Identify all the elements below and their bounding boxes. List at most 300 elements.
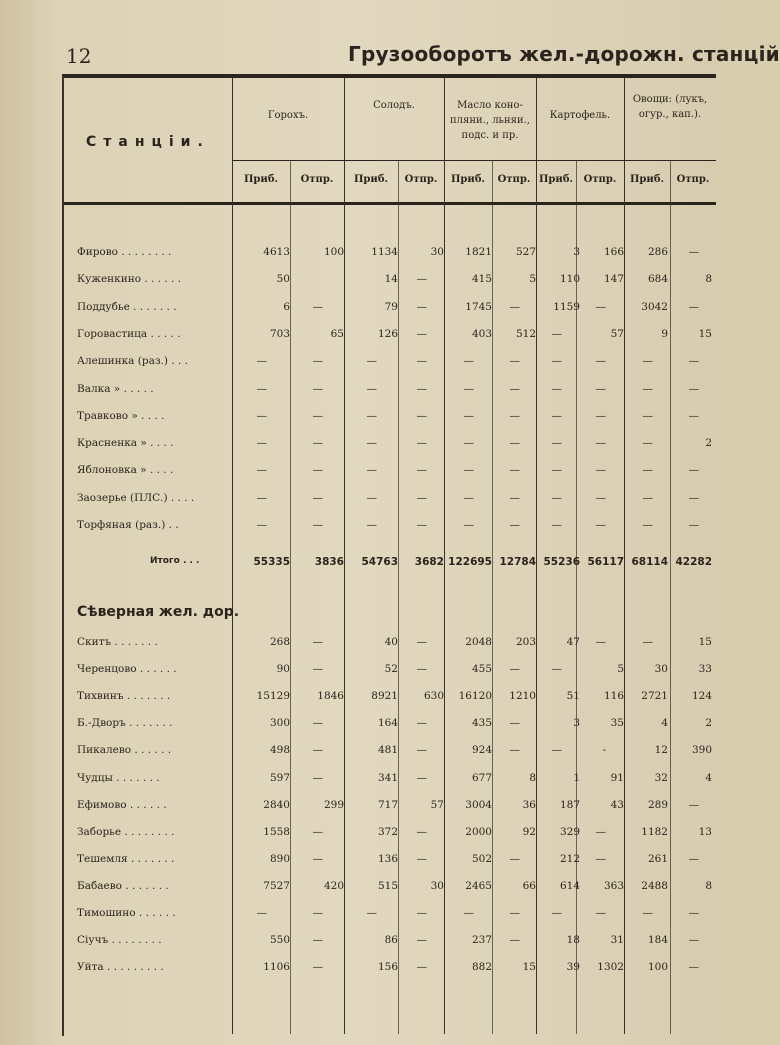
table-cell: 237 xyxy=(471,934,492,947)
table-cell: — xyxy=(642,437,653,450)
table-cell: 2 xyxy=(705,717,712,730)
table-cell: — xyxy=(688,519,699,531)
table-cell: — xyxy=(312,437,323,450)
table-cell: — xyxy=(595,409,606,422)
table-cell: 372 xyxy=(377,825,398,838)
table-row xyxy=(0,636,716,662)
table-cell: 1558 xyxy=(263,825,290,838)
table-cell: — xyxy=(256,907,267,919)
table-cell: 1159 xyxy=(553,300,580,313)
table-cell: 924 xyxy=(471,744,492,757)
table-cell: — xyxy=(509,852,520,865)
station-name: Заозерье (ПЛС.) . . . . xyxy=(77,491,195,504)
station-name: Черенцово . . . . . . xyxy=(77,663,177,676)
table-cell: — xyxy=(312,825,323,838)
table-cell: 14 xyxy=(384,273,398,286)
table-cell: 92 xyxy=(522,825,536,838)
table-cell: — xyxy=(509,491,520,504)
table-cell: — xyxy=(366,355,377,368)
table-cell: — xyxy=(509,717,520,730)
table-cell: 455 xyxy=(471,663,492,676)
station-name: Валка » . . . . . xyxy=(77,382,154,395)
table-cell: — xyxy=(366,464,377,477)
table-cell: — xyxy=(463,491,474,504)
table-cell: — xyxy=(509,382,520,395)
table-cell: 8 xyxy=(529,771,536,784)
table-row xyxy=(0,880,716,906)
table-cell: — xyxy=(312,519,323,531)
stations-header: Станціи. xyxy=(86,134,210,150)
table-cell: 3004 xyxy=(465,798,492,811)
table-cell: — xyxy=(463,437,474,450)
table-cell: 47 xyxy=(566,636,580,648)
table-cell: — xyxy=(551,907,562,919)
table-cell: — xyxy=(416,409,427,422)
table-row xyxy=(0,826,716,852)
table-cell: 35 xyxy=(610,717,624,730)
table-cell: 3682 xyxy=(414,556,444,568)
table-cell: 2840 xyxy=(263,798,290,811)
page-number: 12 xyxy=(66,44,92,68)
table-cell: 415 xyxy=(471,273,492,286)
table-cell: — xyxy=(688,907,699,919)
table-cell: — xyxy=(416,636,427,648)
table-cell: 1182 xyxy=(641,825,668,838)
table-cell: 100 xyxy=(323,246,344,258)
table-cell: 8 xyxy=(705,273,712,286)
sub-header: Отпр. xyxy=(676,174,710,185)
table-cell: — xyxy=(312,300,323,313)
table-cell: 286 xyxy=(647,246,668,258)
table-cell: 2465 xyxy=(465,879,492,892)
table-cell: — xyxy=(595,825,606,838)
table-cell: — xyxy=(509,934,520,947)
table-cell: 57 xyxy=(610,327,624,340)
table-cell: 147 xyxy=(603,273,624,286)
table-cell: 5 xyxy=(617,663,624,676)
table-cell: — xyxy=(551,327,562,340)
table-cell: — xyxy=(509,663,520,676)
table-cell: — xyxy=(312,907,323,919)
table-cell: — xyxy=(312,464,323,477)
table-cell: — xyxy=(416,907,427,919)
table-cell: 68114 xyxy=(631,556,668,568)
table-cell: — xyxy=(509,464,520,477)
table-cell: 2048 xyxy=(465,636,492,648)
table-cell: 717 xyxy=(377,798,398,811)
table-cell: 42282 xyxy=(675,556,712,568)
table-cell: 1821 xyxy=(465,246,492,258)
table-cell: 124 xyxy=(691,690,712,703)
table-row xyxy=(0,246,716,272)
table-cell: 184 xyxy=(647,934,668,947)
table-cell: 481 xyxy=(377,744,398,757)
sub-header: Отпр. xyxy=(583,174,617,185)
table-cell: 136 xyxy=(377,852,398,865)
table-cell: 630 xyxy=(423,690,444,703)
table-row xyxy=(0,556,716,582)
table-row xyxy=(0,437,716,463)
table-cell: 502 xyxy=(471,852,492,865)
station-name: Чудцы . . . . . . . xyxy=(77,771,160,784)
station-name: Уйта . . . . . . . . . xyxy=(77,961,164,974)
table-cell: — xyxy=(509,519,520,531)
table-cell: 13 xyxy=(698,825,712,838)
table-cell: 187 xyxy=(559,798,580,811)
table-cell: 51 xyxy=(566,690,580,703)
table-cell: 515 xyxy=(377,879,398,892)
table-cell: 15 xyxy=(522,961,536,974)
sub-header: Отпр. xyxy=(300,174,334,185)
table-cell: — xyxy=(366,409,377,422)
table-cell: — xyxy=(416,825,427,838)
table-cell: 1 xyxy=(573,771,580,784)
table-cell: 341 xyxy=(377,771,398,784)
station-name: Итого . . . xyxy=(150,556,200,566)
table-cell: 684 xyxy=(647,273,668,286)
table-cell: — xyxy=(256,464,267,477)
table-cell: 116 xyxy=(603,690,624,703)
table-cell: — xyxy=(509,409,520,422)
column-header: Горохъ. xyxy=(267,110,309,121)
table-cell: 329 xyxy=(559,825,580,838)
table-cell: 18 xyxy=(566,934,580,947)
table-cell: 31 xyxy=(610,934,624,947)
station-name: Красненка » . . . . xyxy=(77,437,174,450)
table-cell: 435 xyxy=(471,717,492,730)
table-cell: — xyxy=(551,355,562,368)
table-cell: — xyxy=(256,519,267,531)
station-name: Куженкино . . . . . . xyxy=(77,273,182,286)
table-cell: 15 xyxy=(698,327,712,340)
table-cell: — xyxy=(463,382,474,395)
table-cell: 12 xyxy=(654,744,668,757)
table-cell: — xyxy=(509,744,520,757)
station-name: Заборье . . . . . . . . xyxy=(77,825,175,838)
table-cell: 15129 xyxy=(256,690,290,703)
table-cell: - xyxy=(602,744,606,757)
table-cell: — xyxy=(551,491,562,504)
table-cell: — xyxy=(256,437,267,450)
table-cell: 16120 xyxy=(458,690,492,703)
table-cell: 156 xyxy=(377,961,398,974)
table-cell: 3042 xyxy=(641,300,668,313)
table-cell: 54763 xyxy=(361,556,398,568)
table-cell: — xyxy=(416,961,427,974)
table-cell: — xyxy=(463,907,474,919)
table-cell: — xyxy=(416,744,427,757)
table-cell: — xyxy=(688,798,699,811)
table-cell: 527 xyxy=(515,246,536,258)
table-cell: 110 xyxy=(559,273,580,286)
table-cell: — xyxy=(416,437,427,450)
table-cell: 300 xyxy=(269,717,290,730)
station-name: Яблоновка » . . . . xyxy=(77,464,174,477)
table-cell: 1210 xyxy=(509,690,536,703)
table-row xyxy=(0,717,716,743)
table-cell: — xyxy=(595,907,606,919)
sub-header: Отпр. xyxy=(497,174,531,185)
table-cell: 261 xyxy=(647,852,668,865)
column-header: Масло коно-пляни., льняи., подс. и пр. xyxy=(450,100,530,141)
table-cell: — xyxy=(416,519,427,531)
table-cell: — xyxy=(595,636,606,648)
table-cell: — xyxy=(642,382,653,395)
table-cell: 9 xyxy=(661,327,668,340)
table-cell: 91 xyxy=(610,771,624,784)
table-cell: — xyxy=(463,355,474,368)
table-cell: — xyxy=(312,934,323,947)
table-cell: — xyxy=(642,907,653,919)
table-cell: — xyxy=(312,771,323,784)
table-cell: 56117 xyxy=(587,556,624,568)
table-cell: — xyxy=(595,852,606,865)
table-cell: — xyxy=(642,409,653,422)
page-title: Грузооборотъ жел.-дорожн. станцій xyxy=(348,42,780,66)
table-cell: 882 xyxy=(471,961,492,974)
table-cell: — xyxy=(312,409,323,422)
table-cell: — xyxy=(551,663,562,676)
table-cell: 4 xyxy=(705,771,712,784)
table-cell: 57 xyxy=(430,798,444,811)
table-cell: — xyxy=(463,464,474,477)
table-cell: 390 xyxy=(691,744,712,757)
table-cell: 203 xyxy=(515,636,536,648)
header-rule-bottom xyxy=(62,202,716,205)
table-row xyxy=(0,934,716,960)
table-row xyxy=(0,853,716,879)
table-cell: — xyxy=(416,327,427,340)
table-cell: — xyxy=(312,717,323,730)
table-cell: — xyxy=(312,491,323,504)
table-cell: 30 xyxy=(430,879,444,892)
table-cell: — xyxy=(366,437,377,450)
table-cell: — xyxy=(688,300,699,313)
table-cell: 2488 xyxy=(641,879,668,892)
station-name: Пикалево . . . . . . xyxy=(77,744,172,757)
table-row xyxy=(0,464,716,490)
table-cell: 498 xyxy=(269,744,290,757)
table-cell: — xyxy=(688,409,699,422)
table-cell: 33 xyxy=(698,663,712,676)
table-row xyxy=(0,410,716,436)
table-cell: — xyxy=(463,409,474,422)
table-cell: 614 xyxy=(559,879,580,892)
sub-header: Приб. xyxy=(538,174,573,185)
table-cell: 3 xyxy=(573,246,580,258)
table-cell: — xyxy=(366,491,377,504)
table-cell: — xyxy=(256,355,267,368)
table-cell: 12784 xyxy=(499,556,536,568)
table-cell: 2721 xyxy=(641,690,668,703)
table-cell: 403 xyxy=(471,327,492,340)
table-cell: — xyxy=(595,355,606,368)
table-cell: 126 xyxy=(377,327,398,340)
table-cell: — xyxy=(688,246,699,258)
table-row xyxy=(0,492,716,518)
station-name: Торфяная (раз.) . . xyxy=(77,519,179,531)
table-cell: 90 xyxy=(276,663,290,676)
table-row xyxy=(0,383,716,409)
table-cell: — xyxy=(551,382,562,395)
table-cell: — xyxy=(595,382,606,395)
table-cell: — xyxy=(256,409,267,422)
column-header: Солодъ. xyxy=(373,100,415,111)
table-cell: — xyxy=(416,464,427,477)
table-cell: 8921 xyxy=(371,690,398,703)
station-name: Бабаево . . . . . . . xyxy=(77,879,169,892)
table-cell: 52 xyxy=(384,663,398,676)
table-cell: — xyxy=(551,409,562,422)
station-name: Горовастица . . . . . xyxy=(77,327,181,340)
table-cell: — xyxy=(551,464,562,477)
station-name: Тешемля . . . . . . . xyxy=(77,852,175,865)
table-cell: 40 xyxy=(384,636,398,648)
table-cell: — xyxy=(688,382,699,395)
station-name: Сіучъ . . . . . . . . xyxy=(77,934,162,947)
table-row xyxy=(0,519,716,545)
sub-header: Приб. xyxy=(353,174,388,185)
table-cell: — xyxy=(312,744,323,757)
table-cell: 66 xyxy=(522,879,536,892)
table-cell: 5 xyxy=(529,273,536,286)
table-cell: 677 xyxy=(471,771,492,784)
table-cell: — xyxy=(416,273,427,286)
table-cell: 65 xyxy=(330,327,344,340)
section-title: Сѣверная жел. дор. xyxy=(77,604,240,620)
table-cell: — xyxy=(312,852,323,865)
table-cell: — xyxy=(642,491,653,504)
table-cell: 8 xyxy=(705,879,712,892)
table-cell: 30 xyxy=(654,663,668,676)
table-cell: — xyxy=(642,636,653,648)
table-cell: — xyxy=(312,355,323,368)
station-name: Фирово . . . . . . . . xyxy=(77,246,172,258)
table-cell: — xyxy=(312,663,323,676)
table-cell: 289 xyxy=(647,798,668,811)
table-cell: 122695 xyxy=(448,556,492,568)
table-cell: 212 xyxy=(559,852,580,865)
table-cell: 79 xyxy=(384,300,398,313)
table-cell: 55236 xyxy=(543,556,580,568)
station-name: Ефимово . . . . . . xyxy=(77,798,167,811)
sub-header: Отпр. xyxy=(404,174,438,185)
table-cell: — xyxy=(551,519,562,531)
table-cell: — xyxy=(312,382,323,395)
table-cell: 1302 xyxy=(597,961,624,974)
table-cell: — xyxy=(595,491,606,504)
table-cell: — xyxy=(688,934,699,947)
sub-header: Приб. xyxy=(450,174,485,185)
table-cell: — xyxy=(416,300,427,313)
station-name: Б.-Дворъ . . . . . . . xyxy=(77,717,173,730)
table-cell: 597 xyxy=(269,771,290,784)
table-cell: 1134 xyxy=(371,246,398,258)
table-cell: 55335 xyxy=(253,556,290,568)
table-cell: 420 xyxy=(323,879,344,892)
table-cell: — xyxy=(256,382,267,395)
table-cell: — xyxy=(595,300,606,313)
table-cell: — xyxy=(642,355,653,368)
sub-header: Приб. xyxy=(629,174,664,185)
table-cell: 1106 xyxy=(263,961,290,974)
table-cell: 363 xyxy=(603,879,624,892)
table-cell: 2 xyxy=(705,437,712,450)
table-cell: 512 xyxy=(515,327,536,340)
table-cell: 6 xyxy=(283,300,290,313)
table-cell: 32 xyxy=(654,771,668,784)
table-row xyxy=(0,744,716,770)
table-cell: — xyxy=(688,464,699,477)
table-cell: 50 xyxy=(276,273,290,286)
table-row xyxy=(0,961,716,987)
table-cell: 890 xyxy=(269,852,290,865)
table-cell: — xyxy=(416,717,427,730)
table-cell: — xyxy=(595,464,606,477)
table-cell: — xyxy=(256,491,267,504)
table-cell: 268 xyxy=(269,636,290,648)
station-name: Тихвинъ . . . . . . . xyxy=(77,690,171,703)
station-name: Тимошино . . . . . . xyxy=(77,907,176,919)
table-cell: — xyxy=(416,934,427,947)
column-header: Картофель. xyxy=(549,110,611,121)
table-row xyxy=(0,907,716,933)
table-row xyxy=(0,301,716,327)
table-cell: 4 xyxy=(661,717,668,730)
table-cell: 2000 xyxy=(465,825,492,838)
table-row xyxy=(0,772,716,798)
table-row xyxy=(0,273,716,299)
table-cell: 3 xyxy=(573,717,580,730)
station-name: Поддубье . . . . . . . xyxy=(77,300,177,313)
table-cell: — xyxy=(688,852,699,865)
table-cell: 15 xyxy=(698,636,712,648)
station-name: Алешинка (раз.) . . . xyxy=(77,355,189,368)
column-header: Овощи: (лукъ, огур., кап.). xyxy=(632,94,708,120)
table-cell: — xyxy=(366,907,377,919)
table-cell: 166 xyxy=(603,246,624,258)
table-row xyxy=(0,328,716,354)
table-cell: 550 xyxy=(269,934,290,947)
table-row xyxy=(0,799,716,825)
table-cell: — xyxy=(416,491,427,504)
table-cell: 1745 xyxy=(465,300,492,313)
sub-header: Приб. xyxy=(243,174,278,185)
table-cell: 7527 xyxy=(263,879,290,892)
table-cell: — xyxy=(509,907,520,919)
table-row xyxy=(0,690,716,716)
table-cell: — xyxy=(642,519,653,531)
table-cell: 86 xyxy=(384,934,398,947)
table-cell: — xyxy=(416,663,427,676)
table-cell: — xyxy=(416,355,427,368)
table-cell: — xyxy=(416,771,427,784)
table-cell: 703 xyxy=(269,327,290,340)
table-cell: 4613 xyxy=(263,246,290,258)
table-cell: 39 xyxy=(566,961,580,974)
table-cell: — xyxy=(312,961,323,974)
station-name: Травково » . . . . xyxy=(77,409,165,422)
table-cell: — xyxy=(366,382,377,395)
table-cell: — xyxy=(509,355,520,368)
table-cell: 1846 xyxy=(317,690,344,703)
table-cell: — xyxy=(463,519,474,531)
table-row xyxy=(0,355,716,381)
table-cell: — xyxy=(688,491,699,504)
table-cell: 3836 xyxy=(314,556,344,568)
header-rule-top xyxy=(62,74,716,78)
table-row xyxy=(0,663,716,689)
